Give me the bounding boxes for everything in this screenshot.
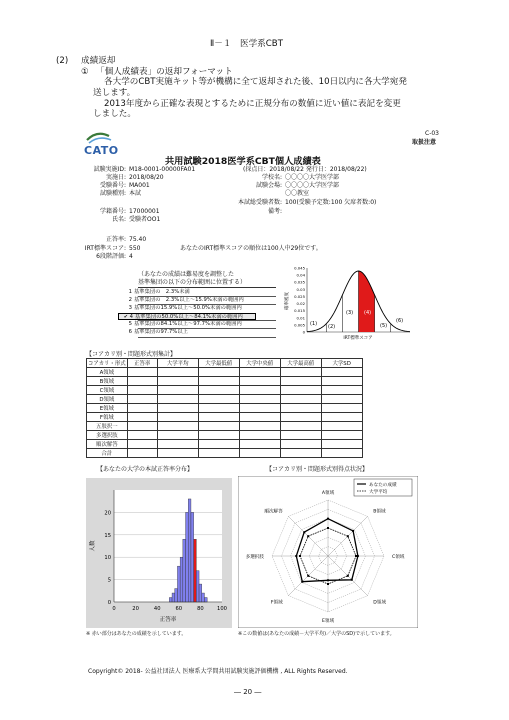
exam-type-label: 試験種別: <box>99 190 126 197</box>
radar-legend <box>354 479 412 496</box>
student-no-label: 学籍番号: <box>99 208 126 215</box>
list-item: 6 基準集団の97.7%以上 <box>128 329 188 335</box>
radar-point <box>307 535 309 537</box>
radar-axis-label: 多選択肢 <box>245 555 264 560</box>
histogram-bar <box>191 512 194 602</box>
examinee-name: 受験者OO1 <box>129 216 161 223</box>
x-tick-label: 60 <box>175 606 183 612</box>
copyright: Copyright© 2018- 公益社団法人 医療系大学間共用試験実施評価機構 , ALL Rights Reserved. <box>88 668 348 675</box>
grade-label: 6段階評価: <box>96 253 126 260</box>
distribution-note-1: （あなたの成績は難易度を調整した <box>138 271 235 278</box>
y-tick-label: 0.025 <box>294 293 305 299</box>
curve-highlight-region <box>359 271 375 332</box>
total-examinees: 100(受験予定数:100 欠席者数:0) <box>285 199 377 206</box>
radar-point <box>327 518 329 520</box>
core-table-title: 【コアカリ別・問題形式別集計】 <box>86 351 176 358</box>
column-header: 大学平均 <box>157 359 198 368</box>
x-tick-label: 0 <box>112 606 116 612</box>
y-tick-label: 10 <box>104 555 111 562</box>
column-header: 正答率 <box>127 359 157 368</box>
radar-point <box>355 555 357 557</box>
histogram-bar <box>196 571 199 602</box>
legend-average: 大学平均 <box>369 490 388 495</box>
list-item: 2 基準集団の 2.3%以上～15.9%未満の範囲内 <box>128 297 244 303</box>
table-row: E領域 <box>87 404 363 413</box>
paragraph-1-line-2: 送します。 <box>93 88 136 98</box>
name-label: 氏名: <box>111 216 126 223</box>
region-label-5: (5) <box>380 323 388 329</box>
histogram-x-label: 正答率 <box>159 617 177 623</box>
list-item: 5 基準集団の84.1%以上～97.7%未満の範囲内 <box>128 321 242 327</box>
logo-text: CATO <box>84 144 119 157</box>
divider <box>138 320 276 321</box>
histogram-bar <box>172 593 175 602</box>
accuracy-value: 75.40 <box>129 236 147 243</box>
radar-point <box>299 555 301 557</box>
histogram-bar <box>169 598 172 602</box>
region-label-3: (3) <box>346 310 354 316</box>
curve-x-label: IRT標準スコア <box>343 336 373 341</box>
table-row: 合計 <box>87 449 363 458</box>
radar-point <box>301 581 303 583</box>
radar-point <box>352 530 354 532</box>
histogram-bar <box>199 584 202 602</box>
section-title: Ⅱ－１ 医学系CBT <box>210 39 283 49</box>
radar-point <box>327 527 329 529</box>
plot-area <box>114 490 222 602</box>
radar-axis-label: C領域 <box>392 555 405 560</box>
sub-title: 「個人成績表」の返却フォーマット <box>96 67 233 77</box>
paragraph-2-line-2: しました。 <box>93 109 136 119</box>
y-tick-label: 5 <box>107 577 111 584</box>
region-label-1: (1) <box>310 321 318 327</box>
y-tick-label: 0.04 <box>296 272 305 278</box>
scored-issued-dates: (採点日：2018/08/22 発行日：2018/08/22) <box>243 166 367 173</box>
histogram-bar <box>194 539 197 602</box>
radar-axis-label: 順次解答 <box>264 509 283 515</box>
column-header: 大学最高値 <box>280 359 321 368</box>
radar-point <box>295 555 297 557</box>
radar-point <box>327 583 329 585</box>
legend-you: あなたの成績 <box>369 483 397 488</box>
list-item: 1 基準集団の 2.3%未満 <box>128 289 190 295</box>
table-row: 多選択肢 <box>87 431 363 440</box>
radar-axis-label: A領域 <box>321 491 335 496</box>
x-tick-label: 20 <box>132 606 139 612</box>
table-row: F領域 <box>87 413 363 422</box>
core-table <box>86 358 363 458</box>
y-tick-label: 0.01 <box>296 315 305 321</box>
rank-text: あなたのIRT標準スコアの順位は100人中29位です。 <box>180 245 322 252</box>
x-tick-label: 40 <box>153 606 161 612</box>
report-code: C-03 <box>425 130 439 137</box>
histogram-bar <box>177 566 180 602</box>
radar-chart <box>238 476 418 628</box>
student-no: 17000001 <box>129 208 160 215</box>
list-item-highlighted: ✔ 4 基準集団の50.0%以上～84.1%未満の範囲内 <box>118 313 256 320</box>
school-label: 学校名: <box>261 174 282 181</box>
y-tick-label: 0.03 <box>296 286 305 292</box>
examinee-no-label: 受験番号: <box>99 182 126 189</box>
exam-date: 2018/08/20 <box>129 174 164 181</box>
venue-room: 〇〇教室 <box>285 190 310 197</box>
table-row: D領域 <box>87 395 363 404</box>
page-number: ― 20 ― <box>234 688 262 696</box>
check-mark-icon: ✔ <box>123 314 128 320</box>
table-row: 順次解答 <box>87 440 363 449</box>
histogram-bar <box>204 598 207 602</box>
table-row: 五肢択一 <box>87 422 363 431</box>
paragraph-2-line-1: 2013年度から正確な表現とするために正規分布の数値に近い値に表記を変更 <box>104 99 401 109</box>
region-label-2: (2) <box>328 324 336 330</box>
distribution-note-2: 基準集団の以下の分布範囲に位置する） <box>138 279 247 286</box>
y-tick-label: 0.035 <box>294 279 305 285</box>
column-header: 大学SD <box>321 359 362 368</box>
radar-point <box>351 579 353 581</box>
exam-id-label: 試験実施ID: <box>93 166 126 173</box>
radar-point <box>347 535 349 537</box>
histogram-y-label: 人数 <box>90 540 96 552</box>
histogram-bar <box>186 512 189 602</box>
table-header-row <box>87 359 363 368</box>
radar-point <box>327 579 329 581</box>
column-header: 大学最低値 <box>198 359 239 368</box>
radar-axis-label: D領域 <box>373 600 386 606</box>
irt-label: IRT標準スコア: <box>84 245 126 252</box>
grade-value: 4 <box>129 253 133 260</box>
histogram-bar <box>202 593 205 602</box>
region-label-6: (6) <box>396 318 404 324</box>
histogram-bar <box>180 557 183 602</box>
histogram-bar <box>175 589 178 602</box>
divider <box>138 287 276 288</box>
exam-type: 本試 <box>129 190 142 197</box>
divider <box>138 296 276 297</box>
item-title: 成績返却 <box>81 56 116 66</box>
x-tick-label: 100 <box>217 606 227 612</box>
school-name: 〇〇〇〇大学医学部 <box>285 174 340 181</box>
histogram-note: ※ 赤い部分はあなたの成績を示しています。 <box>86 631 187 637</box>
radar-axis-label: F領域 <box>270 600 283 606</box>
sub-number: ① <box>81 67 89 77</box>
y-tick-label: 0.045 <box>294 265 305 271</box>
y-tick-labels <box>294 266 305 335</box>
remarks-label: 備考: <box>267 208 282 215</box>
accuracy-label: 正答率: <box>105 236 126 243</box>
y-tick-label: 0 <box>107 600 111 606</box>
column-header: コアカリ・形式 <box>87 359 128 368</box>
divider <box>138 328 276 329</box>
radar-point <box>303 531 305 533</box>
examinee-no: MA001 <box>129 182 150 189</box>
report-title: 共用試験2018医学系CBT個人成績表 <box>165 156 321 167</box>
y-tick-label: 0 <box>302 329 305 335</box>
radar-axis-label: E領域 <box>321 619 335 624</box>
region-label-4: (4) <box>364 310 372 316</box>
radar-axis-label: B領域 <box>373 509 386 515</box>
exam-date-label: 実施日: <box>105 174 126 181</box>
handling-note: 取扱注意 <box>412 139 437 146</box>
y-tick-label: 0.005 <box>294 322 305 328</box>
radar-point <box>357 555 359 557</box>
irt-value: 550 <box>129 245 141 252</box>
item-number: (2) <box>56 56 69 66</box>
y-tick-label: 0.015 <box>294 308 305 314</box>
x-tick-label: 80 <box>197 606 204 612</box>
radar-note: ※この数値は(あなたの成績－大学平均)／大学のSD)で示しています。 <box>238 631 395 637</box>
divider <box>138 304 276 305</box>
histogram-bar <box>183 539 186 602</box>
column-header: 大学中央値 <box>239 359 280 368</box>
histogram-title: 【あなたの大学の本試正答率分布】 <box>97 466 194 473</box>
histogram-chart <box>86 478 232 628</box>
histogram-bar <box>188 499 191 602</box>
table-row: C領域 <box>87 386 363 395</box>
curve-y-label: 確率密度 <box>285 292 290 310</box>
paragraph-1-line-1: 各大学のCBT実施キット等が機構に全て返却された後、10日以内に各大学宛発 <box>104 77 407 87</box>
exam-id: M18-0001-00000FA01 <box>129 166 196 173</box>
y-tick-label: 0.02 <box>296 301 305 307</box>
list-item: 3 基準集団の15.9%以上～50.0%未満の範囲内 <box>128 305 242 311</box>
cato-logo <box>81 130 125 158</box>
total-examinees-label: 本試総受験者数: <box>237 199 282 206</box>
venue-label: 試験会場: <box>255 182 282 189</box>
radar-point <box>347 575 349 577</box>
radar-title: 【コアカリ別・問題形式別得点状況】 <box>266 466 368 473</box>
y-tick-label: 20 <box>104 510 111 517</box>
table-row: B領域 <box>87 377 363 386</box>
y-tick-label: 15 <box>104 532 111 539</box>
radar-point <box>307 575 309 577</box>
normal-distribution-chart <box>280 265 415 341</box>
venue-name: 〇〇〇〇大学医学部 <box>285 182 340 189</box>
divider <box>138 337 276 338</box>
table-row: A領域 <box>87 368 363 377</box>
